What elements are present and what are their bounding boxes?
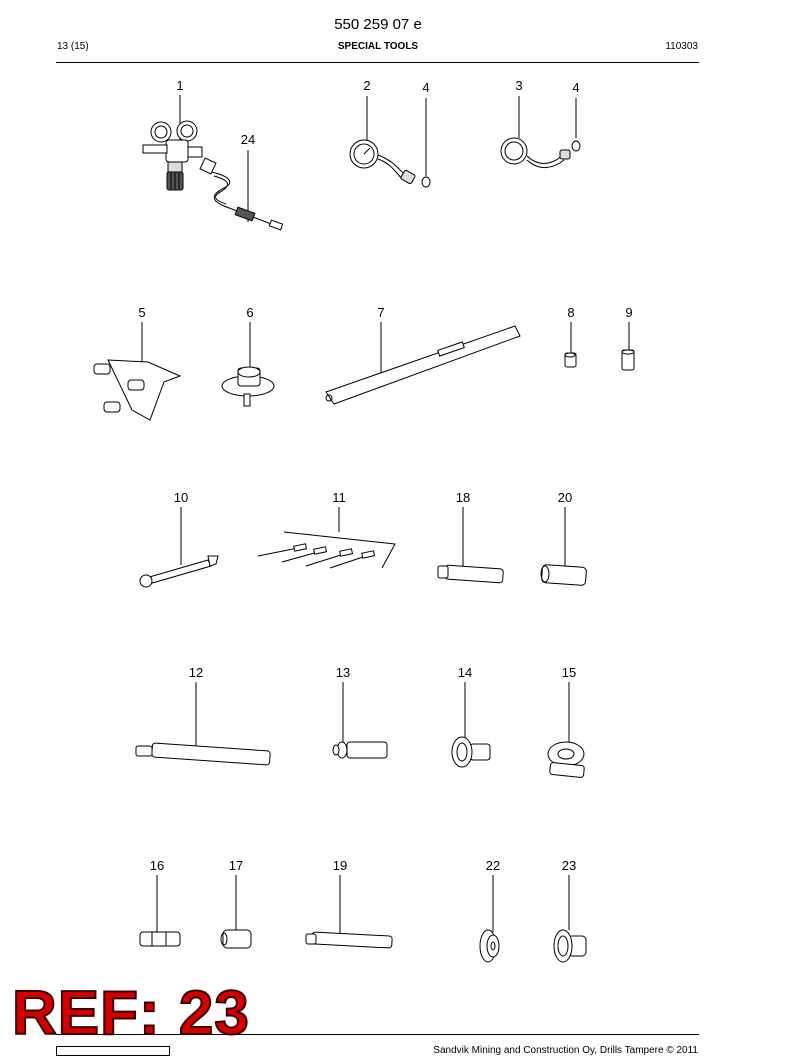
label-16: 16	[149, 858, 165, 873]
label-6: 6	[246, 305, 254, 320]
label-4b: 4	[572, 80, 580, 95]
tool-13-mandrel	[333, 682, 387, 758]
label-12: 12	[188, 665, 204, 680]
document-number: 550 259 07 e	[334, 16, 422, 33]
tool-22-drift	[480, 875, 499, 962]
tool-11-hook-set	[258, 507, 395, 568]
page-number: 13 (15)	[57, 41, 89, 52]
tool-15-split-ring	[548, 682, 585, 778]
tool-10-wrench	[140, 507, 218, 587]
label-8: 8	[567, 305, 575, 320]
label-23: 23	[561, 858, 577, 873]
tool-8-nipple	[565, 322, 576, 367]
tool-16-mandrel	[140, 875, 180, 946]
label-20: 20	[557, 490, 573, 505]
label-2: 2	[363, 78, 371, 93]
label-24: 24	[240, 132, 256, 147]
tool-5-pin-plate	[94, 322, 180, 420]
label-5: 5	[138, 305, 146, 320]
label-18: 18	[455, 490, 471, 505]
label-11: 11	[332, 490, 346, 505]
label-22: 22	[485, 858, 501, 873]
label-1: 1	[176, 78, 184, 93]
tool-4b-o-ring	[572, 98, 580, 151]
tool-24-hose	[212, 150, 283, 230]
tool-12-long-mandrel	[136, 682, 270, 765]
footer-copyright: Sandvik Mining and Construction Oy, Drills Tampere © 2011	[433, 1045, 698, 1056]
label-19: 19	[332, 858, 348, 873]
tool-1-pressure-regulator	[143, 95, 216, 190]
label-3: 3	[515, 78, 523, 93]
label-14: 14	[457, 665, 473, 680]
label-10: 10	[173, 490, 189, 505]
tool-20-sleeve	[541, 507, 587, 586]
label-4a: 4	[422, 80, 430, 95]
label-15: 15	[561, 665, 577, 680]
label-7: 7	[377, 305, 385, 320]
section-title: SPECIAL TOOLS	[337, 41, 419, 52]
tool-19-long-mandrel	[306, 875, 392, 948]
tool-23-drift	[554, 875, 586, 962]
label-13: 13	[335, 665, 351, 680]
tool-7-torque-bar	[326, 322, 520, 404]
tool-18-mandrel	[438, 507, 503, 583]
tool-14-drift	[452, 682, 490, 767]
date-code: 110303	[665, 41, 698, 52]
label-9: 9	[625, 305, 633, 320]
tool-17-mandrel	[221, 875, 251, 948]
tool-9-nipple	[622, 322, 634, 370]
tool-3-pressure-gauge	[501, 96, 570, 168]
ref-stamp: REF: 23	[12, 979, 250, 1048]
tool-2-pressure-gauge	[350, 96, 416, 184]
label-17: 17	[228, 858, 244, 873]
tool-4a-o-ring	[422, 98, 430, 187]
tool-6-socket-plate	[222, 322, 274, 406]
